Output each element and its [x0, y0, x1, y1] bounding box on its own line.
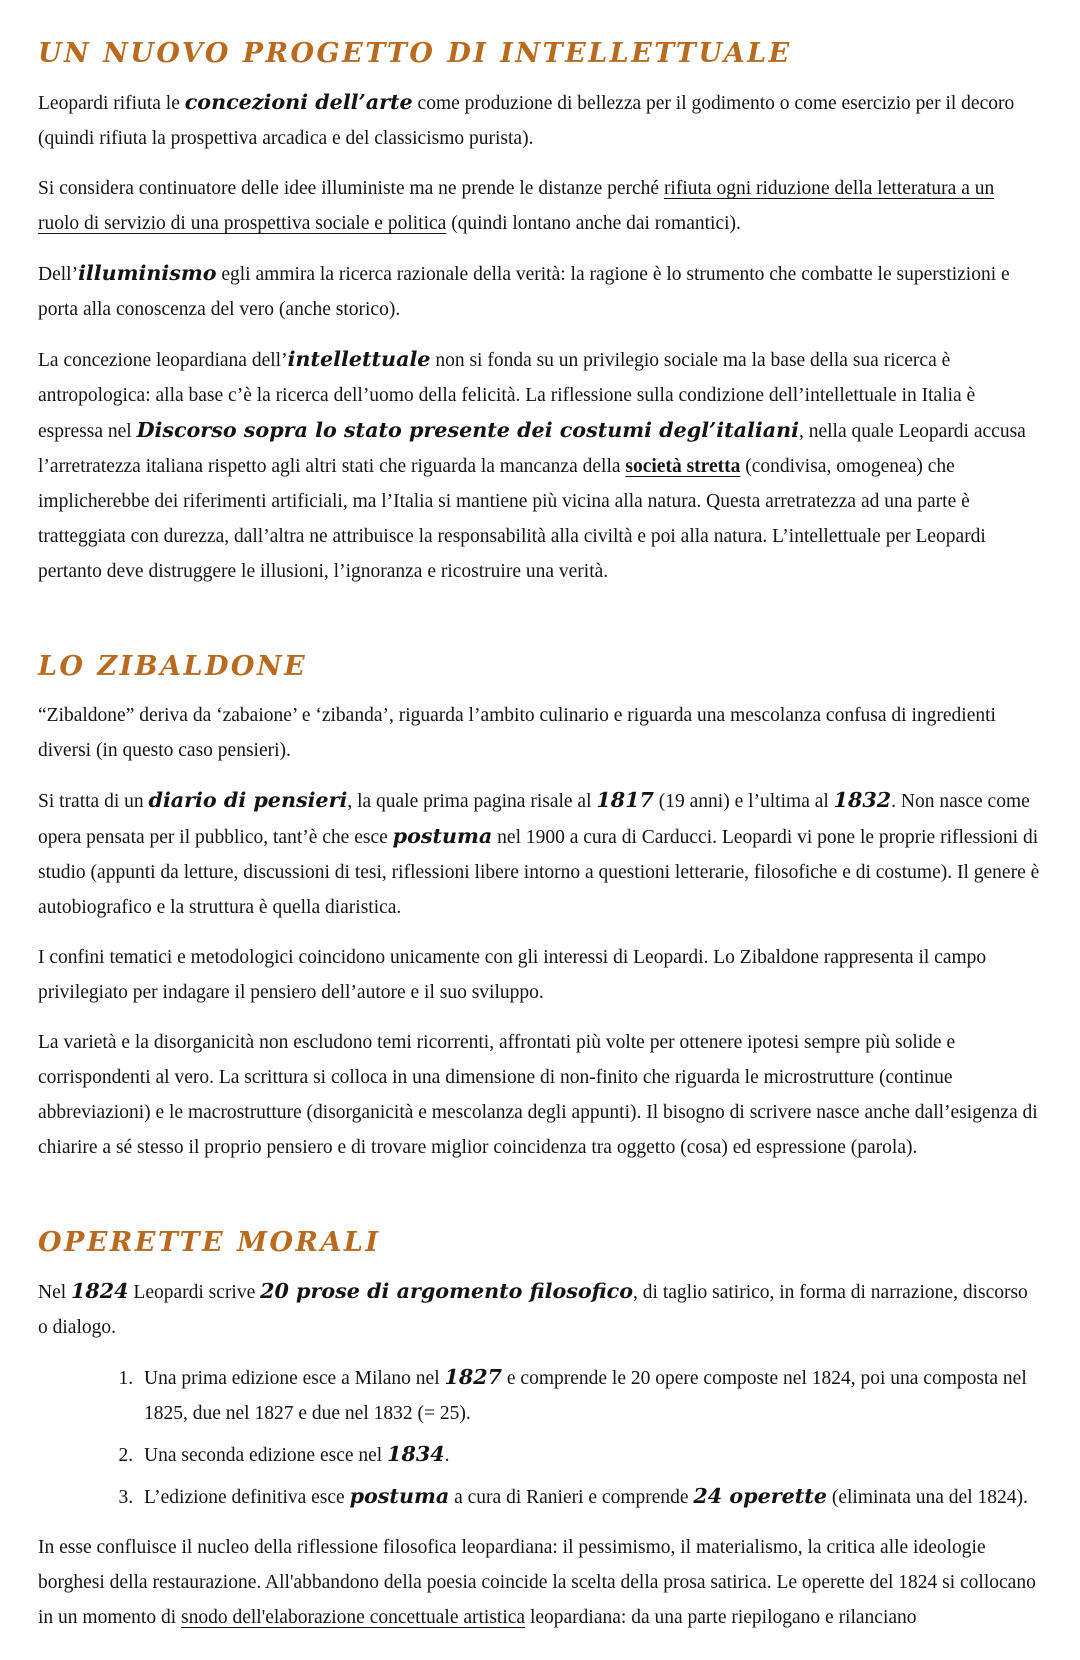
paragraph — [38, 940, 1040, 1010]
text-run: Si tratta di un — [38, 791, 149, 813]
text-run: La varietà e la disorganicità non escludono temi ricorrenti, affrontati più volte per ottenere ipotesi sempre più solide e corrispondenti al vero. La scrittura si colloca in una dimensione di non-finito che riguarda le microstrutture (continue abbreviazioni) e le macrostrutture (disorganicità e mescolanza degli appunti). Il bisogno di scrivere nasce anche dall’esigenza di chiarire a sé stesso il proprio pensiero e di trovare miglior coincidenza tra oggetto (cosa) ed espressione (parola). — [38, 1032, 1038, 1159]
bu-text-run: società stretta — [625, 456, 741, 478]
text-run: Dell’ — [38, 264, 79, 286]
text-run: Una prima edizione esce a Milano nel — [144, 1368, 445, 1390]
list-item — [138, 1479, 1040, 1515]
text-run: nel 1900 a cura di Carducci. Leopardi vi pone le proprie riflessioni di studio (appunti da letture, discussioni di tesi, riflessioni libere intorno a questioni letterarie, filosofiche e di costume). Il genere è autobiografico e la struttura è quella diaristica. — [38, 827, 1040, 919]
text-run: . Non nasce come opera pensata per il pubblico, tant’è che esce — [38, 791, 1030, 849]
text-run: I confini tematici e metodologici coincidono unicamente con gli interessi di Leopardi. Lo Zibaldone rappresenta il campo privilegiato per indagare il pensiero dell’autore e il suo sviluppo. — [38, 947, 987, 1004]
script-text-run: 20 prose di argomento filosofico — [260, 1279, 634, 1304]
script-text-run: 1832 — [833, 788, 892, 813]
paragraph — [38, 1274, 1040, 1345]
paragraph — [38, 256, 1040, 327]
text-run: Una seconda edizione esce nel — [144, 1445, 388, 1467]
script-text-run: 24 operette — [693, 1484, 827, 1509]
section — [38, 38, 1040, 589]
text-run: Leopardi rifiuta le — [38, 93, 185, 115]
u-text-run: rifiuta ogni riduzione della letteratura a un ruolo di servizio di una prospettiva sociale e politica — [38, 178, 995, 235]
script-text-run: 1834 — [387, 1442, 445, 1467]
u-text-run: snodo dell'elaborazione concettuale artistica — [181, 1607, 526, 1629]
section-heading: LO ZIBALDONE — [38, 651, 308, 683]
text-run: Nel — [38, 1282, 72, 1304]
text-run: non si fonda su un privilegio sociale ma la base della sua ricerca è antropologica: alla base c’è la ricerca dell’uomo della felicità. La riflessione sulla condizione dell’intellettuale in Italia è espressa nel — [38, 350, 976, 443]
script-text-run: 1827 — [444, 1365, 503, 1390]
text-run: Leopardi scrive — [128, 1282, 261, 1304]
text-run: “Zibaldone” deriva da ‘zabaione’ e ‘zibanda’, riguarda l’ambito culinario e riguarda una mescolanza confusa di ingredienti diversi (in questo caso pensieri). — [38, 705, 996, 762]
text-run: , di taglio satirico, in forma di narrazione, discorso o dialogo. — [38, 1282, 1028, 1339]
script-text-run: postuma — [392, 824, 493, 849]
script-text-run: intellettuale — [287, 347, 431, 372]
text-run: e comprende le 20 opere composte nel 1824, poi una composta nel 1825, due nel 1827 e due nel 1832 (= 25). — [144, 1368, 1027, 1425]
paragraph — [38, 698, 1040, 768]
text-run: Si considera continuatore delle idee illuministe ma ne prende le distanze perché — [38, 178, 664, 200]
ordered-list — [38, 1360, 1040, 1515]
text-run: In esse confluisce il nucleo della riflessione filosofica leopardiana: il pessimismo, il materialismo, la critica alle ideologie borghesi della restaurazione. All'abbandono della poesia coincide la scelta della prosa satirica. Le operette del 1824 si collocano in un momento di — [38, 1537, 1036, 1629]
section — [38, 651, 1040, 1165]
script-text-run: 1824 — [71, 1279, 129, 1304]
list-item — [138, 1437, 1040, 1473]
paragraph — [38, 1025, 1040, 1165]
text-run: La concezione leopardiana dell’ — [38, 350, 288, 372]
text-run: (quindi lontano anche dai romantici). — [446, 213, 741, 235]
text-run: (condivisa, omogenea) che implicherebbe dei riferimenti artificiali, ma l’Italia si mantiene più vicina alla natura. Questa arretratezza ad una parte è tratteggiata con durezza, dall’altra ne attribuisce la responsabilità alla civiltà e poi alla natura. L’intellettuale per Leopardi pertanto deve distruggere le illusioni, l’ignoranza e ricostruire una verità. — [38, 456, 986, 583]
list-item — [138, 1360, 1040, 1431]
script-text-run: diario di pensieri — [148, 788, 348, 813]
section-heading: UN NUOVO PROGETTO DI INTELLETTUALE — [38, 38, 792, 69]
text-run: come produzione di bellezza per il godimento o come esercizio per il decoro (quindi rifiuta la prospettiva arcadica e del classicismo purista). — [38, 93, 1015, 150]
paragraph — [38, 1530, 1040, 1635]
paragraph — [38, 171, 1040, 241]
text-run: (eliminata una del 1824). — [826, 1487, 1028, 1509]
text-run: (19 anni) e l’ultima al — [653, 791, 834, 813]
paragraph — [38, 85, 1040, 156]
text-run: leopardiana: da una parte riepilogano e rilanciano — [525, 1607, 917, 1629]
text-run: . — [444, 1445, 450, 1467]
paragraph — [38, 342, 1040, 589]
script-text-run: Discorso sopra lo stato presente dei costumi degl’italiani — [136, 418, 799, 443]
script-text-run: postuma — [349, 1484, 450, 1509]
paragraph — [38, 783, 1040, 925]
text-run: , nella quale Leopardi accusa l’arretratezza italiana rispetto agli altri stati che riguarda la mancanza della — [38, 421, 1026, 478]
script-text-run: concezioni dell’arte — [184, 90, 413, 115]
section-heading: OPERETTE MORALI — [38, 1227, 381, 1259]
text-run: a cura di Ranieri e comprende — [449, 1487, 694, 1509]
script-text-run: illuminismo — [78, 261, 217, 286]
script-text-run: 1817 — [596, 788, 654, 813]
text-run: L’edizione definitiva esce — [144, 1487, 350, 1509]
section — [38, 1227, 1040, 1635]
text-run: egli ammira la ricerca razionale della verità: la ragione è lo strumento che combatte le superstizioni e porta alla conoscenza del vero (anche storico). — [38, 264, 1010, 321]
text-run: , la quale prima pagina risale al — [347, 791, 597, 813]
